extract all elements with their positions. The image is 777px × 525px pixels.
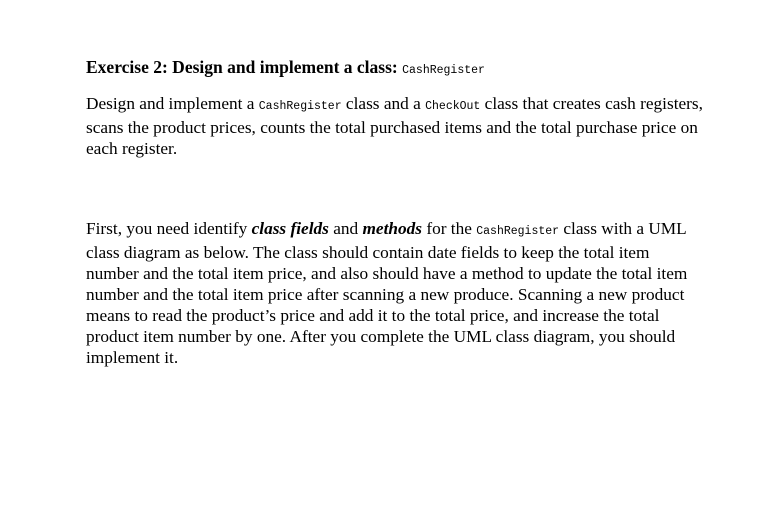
- instructions-text-1: First, you need identify: [86, 219, 252, 238]
- heading-text: Exercise 2: Design and implement a class:: [86, 57, 403, 77]
- instructions-text-3: for the: [422, 219, 477, 238]
- instructions-emphasis-class-fields: class fields: [251, 219, 329, 238]
- intro-text-3: class that creates cash registers, scans the product prices, counts the total purchased items and the total purchase price on each register.: [86, 94, 703, 158]
- intro-code-checkout: CheckOut: [425, 100, 481, 113]
- heading-class-name: CashRegister: [402, 64, 485, 77]
- instructions-text-4: class with a UML class diagram as below. The class should contain date fields to keep the total item number and the total item price, and also should have a method to update the total item number and the total item price after scanning a new produce. Scanning a new product means to read the product’s price and add it to the total price, and increase the total product item number by one. After you complete the UML class diagram, you should implement it.: [86, 219, 688, 367]
- instructions-paragraph: [86, 218, 706, 368]
- intro-code-cashregister: CashRegister: [258, 100, 342, 113]
- instructions-text-2: and: [328, 219, 363, 238]
- document-page: [86, 55, 706, 367]
- intro-paragraph: [86, 93, 706, 159]
- intro-text-1: Design and implement a: [86, 94, 259, 113]
- intro-text-2: class and a: [341, 94, 426, 113]
- instructions-emphasis-methods: methods: [362, 219, 422, 238]
- exercise-heading: [86, 55, 706, 83]
- instructions-code-cashregister: CashRegister: [476, 225, 560, 238]
